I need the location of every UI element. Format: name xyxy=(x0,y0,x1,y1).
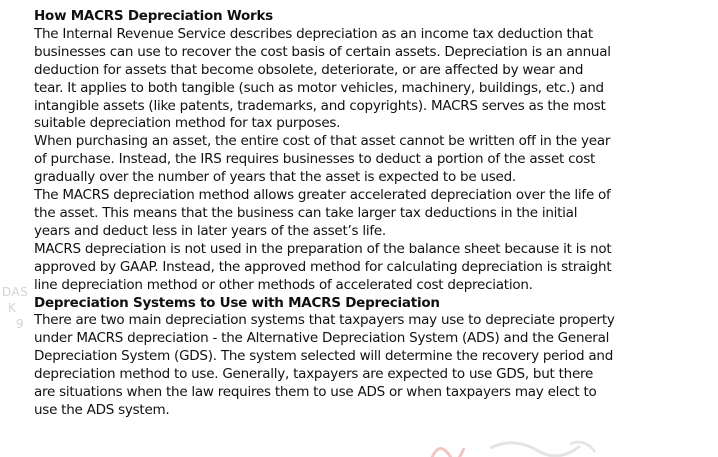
text-line: suitable depreciation method for tax purposes. xyxy=(34,115,341,132)
text-line: of purchase. Instead, the IRS requires businesses to deduct a portion of the asset cost xyxy=(34,151,596,168)
watermark-line: DAS xyxy=(2,285,29,299)
text-line: intangible assets (like patents, trademarks, and copyrights). MACRS serves as the most xyxy=(34,97,606,114)
text-line: tear. It applies to both tangible (such as motor vehicles, machinery, buildings, etc.) and xyxy=(34,79,604,96)
text-line: businesses can use to recover the cost basis of certain assets. Depreciation is an annual xyxy=(34,43,611,60)
text-line: There are two main depreciation systems that taxpayers may use to depreciate property xyxy=(34,312,615,329)
paragraph xyxy=(34,312,710,419)
text-line: approved by GAAP. Instead, the approved method for calculating depreciation is straight xyxy=(34,258,612,275)
text-line: are situations when the law requires them to use ADS or when taxpayers may elect to xyxy=(34,384,597,401)
paragraph xyxy=(34,133,710,187)
text-line: When purchasing an asset, the entire cost of that asset cannot be written off in the year xyxy=(34,133,611,150)
watermark-text xyxy=(2,284,28,332)
text-line: deduction for assets that become obsolete, deteriorate, or are affected by wear and xyxy=(34,61,584,78)
watermark-logo-icon xyxy=(420,418,620,457)
paragraph xyxy=(34,241,710,295)
text-line: depreciation method to use. Generally, taxpayers are expected to use GDS, but there xyxy=(34,366,594,383)
document-body xyxy=(34,8,710,420)
text-line: MACRS depreciation is not used in the preparation of the balance sheet because it is not xyxy=(34,240,612,257)
paragraph xyxy=(34,187,710,241)
section-heading: Depreciation Systems to Use with MACRS Depreciation xyxy=(34,294,440,311)
text-line: use the ADS system. xyxy=(34,401,170,418)
watermark-line: 9 xyxy=(16,317,25,331)
paragraph xyxy=(34,26,710,133)
section-heading: How MACRS Depreciation Works xyxy=(34,8,273,24)
text-line: years and deduct less in later years of the asset’s life. xyxy=(34,222,386,239)
text-line: gradually over the number of years that the asset is expected to be used. xyxy=(34,169,516,186)
text-line: the asset. This means that the business can take larger tax deductions in the initial xyxy=(34,204,578,221)
watermark-line: K xyxy=(8,301,17,315)
text-line: The MACRS depreciation method allows greater accelerated depreciation over the life of xyxy=(34,187,611,204)
text-line: under MACRS depreciation - the Alternative Depreciation System (ADS) and the General xyxy=(34,330,610,347)
text-line: The Internal Revenue Service describes depreciation as an income tax deduction that xyxy=(34,25,593,42)
text-line: line depreciation method or other methods of accelerated cost depreciation. xyxy=(34,276,533,293)
text-line: Depreciation System (GDS). The system selected will determine the recovery period and xyxy=(34,348,614,365)
